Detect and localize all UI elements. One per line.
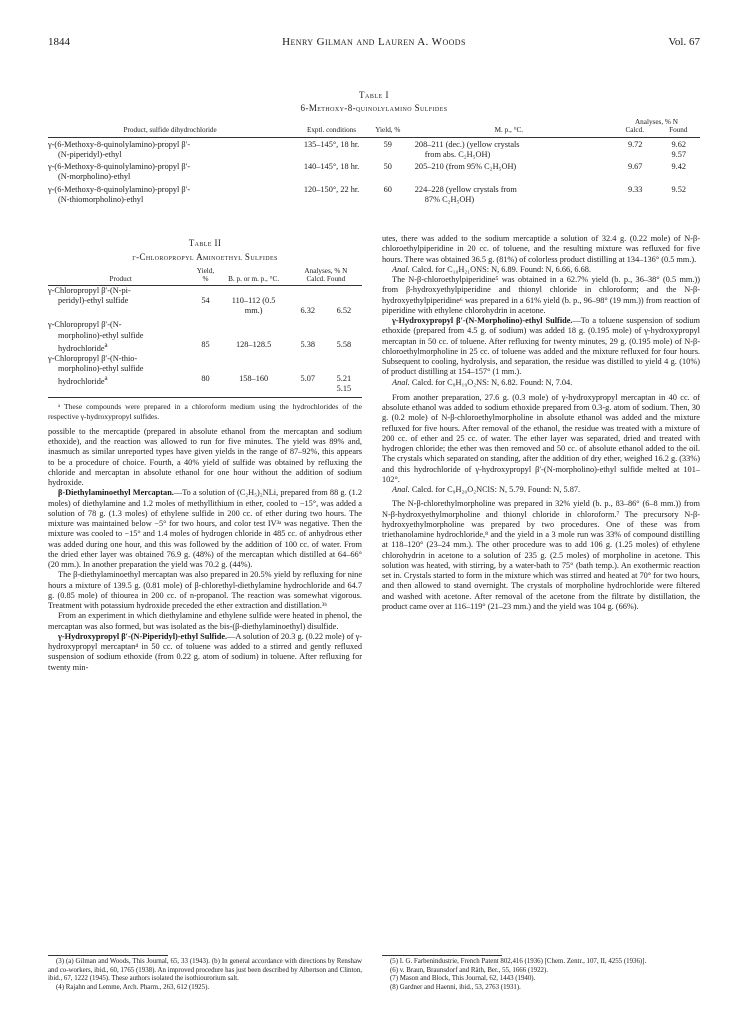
- t2-row-bp: 110–112 (0.5: [231, 295, 276, 305]
- t1-row-mp: 208–211 (dec.) (yellow crystals: [414, 139, 520, 149]
- anal-label: Anal.: [392, 485, 410, 494]
- t2-row-calcd: 6.32: [300, 305, 316, 315]
- t2-row-name-end: hydrochloride: [58, 377, 105, 387]
- section-heading: β-Diethylaminoethyl Mercaptan.: [58, 488, 174, 498]
- paragraph: [382, 316, 700, 378]
- table1-label: Table I: [359, 90, 389, 100]
- t1-row-name: γ-(6-Methoxy-8-quinolylamino)-propyl β′-: [48, 162, 191, 172]
- t2-row-name-cont: [48, 341, 193, 354]
- analysis-line: Anal. Calcd. for C₉H₂₀O₂NClS: N, 5.79. Found: N, 5.87.: [392, 485, 581, 494]
- section-heading: γ-Hydroxypropyl β′-(N-Piperidyl)-ethyl Sulfide.: [58, 631, 228, 641]
- t1-row-mp: 205–210 (from 95% C₂H₅OH): [414, 162, 517, 172]
- t2-row-bp: 158–160: [239, 373, 269, 383]
- t2-header-yield: Yield, %: [193, 266, 217, 286]
- t2-header-bp: B. p. or m. p., °C.: [218, 266, 290, 286]
- footnote: (7) Mason and Block, This Journal, 62, 1443 (1940).: [390, 975, 536, 983]
- t2-row-name: γ-Chloropropyl β′-(N-pi-: [48, 285, 131, 295]
- t1-header-conditions: Exptl. conditions: [292, 118, 371, 137]
- t1-row-yield: 60: [383, 184, 392, 194]
- footnotes-left: [48, 958, 362, 992]
- anal-label: Anal.: [392, 264, 410, 274]
- t2-row-found: 5.58: [336, 340, 352, 350]
- footnote: (4) Rajahn and Lemme, Arch. Pharm., 263, 612 (1925).: [56, 983, 210, 991]
- paragraph: The β-diethylaminoethyl mercaptan was also prepared in 20.5% yield by refluxing for nine hours a mixture of 139.5 g. (0.81 mole) of β-chlorethyl-diethylamine hydrochloride and 64.7 g. (0.85 mole) of thiourea in 200 cc. of n-propanol. The reaction was somewhat vigorous. Treatment with potassium hydroxide preceded the ether extraction and distillation.³ᵇ: [48, 570, 362, 611]
- table1: [48, 118, 700, 205]
- t2-row-bp: 128–128.5: [235, 340, 272, 350]
- anal-label: Anal.: [392, 377, 410, 387]
- right-column: [382, 234, 700, 612]
- table-row: [48, 160, 700, 182]
- t2-header-analyses: [290, 266, 362, 286]
- t2-row-name-end: hydrochloride: [58, 343, 105, 353]
- paragraph: The N-β-chlorethylmorpholine was prepared in 32% yield (b. p., 83–86° (6–8 mm.)) from N-β-hydroxyethylmorpholine and thionyl chloride in chloroform.⁷ The precursory N-β-hydroxyethylmorpholine was prepared by two procedures. One of these was from triethanolamine hydrochloride,⁸ and the yield in a 3 mole run was 33% of compound distilling at 118–120° (23–24 mm.). The other procedure was to add 106 g. (1.25 moles) of ethylene chlorohydrin in acetone to a solution of 235 g. (2.5 moles) of morpholine in acetone. This solution was heated, with stirring, by a water-bath to 75° (bath temp.). An exothermic reaction set in. Crystals started to form in the mixture which was stirred and heated at 70° for two hours, and then allowed to stand overnight. The crystals of morpholine hydrochloride were filtered and washed with acetone. After removal of the acetone from the filtrate by distillation, the product came over at 116–119° (21–23 mm.) and the yield was 104 g. (66%).: [382, 499, 700, 611]
- volume-label: Vol. 67: [668, 36, 700, 48]
- t1-row-mp: 224–228 (yellow crystals from: [414, 184, 517, 194]
- table2-rule: [48, 397, 362, 398]
- t1-row-found: 9.42: [671, 162, 687, 172]
- t2-row-name-cont: [48, 374, 193, 387]
- paragraph-text: —To a solution of (C₂H₅)₂NLi, prepared from 88 g. (1.2 moles) of diethylamine and 1.2 moles of methyllithium in ether, cooled to −15°, was added a solution of 78 g. (1.3 moles) of ethylene sulfide in 200 cc. of ether during two hours. The mixture was maintained below −5° for two hours, and color test IV³ᵃ was negative. Then the mixture was cooled to −15° and 1.4 moles of hydrogen chloride in 485 cc. of anhydrous ether was added during one hour, and this was followed by the addition of 100 cc. of water. From the dried ether layer was obtained 76.9 g. (48%) of the mercaptan which distilled at 64–66° (20 mm.). In another preparation the yield was 70.2 g. (44%).: [48, 488, 362, 570]
- t2-row-name: γ-Chloropropyl β′-(N-: [48, 320, 122, 330]
- t1-row-name-cont: (N-morpholino)-ethyl: [58, 172, 131, 182]
- t1-row-name-cont: (N-piperidyl)-ethyl: [58, 150, 122, 160]
- t1-header-analyses-label: Analyses, % N: [634, 118, 678, 126]
- footnotes-right: [382, 958, 700, 992]
- t2-row-found: 5.21: [336, 373, 352, 383]
- t2-row-found: 6.52: [336, 305, 352, 315]
- t1-header-product: Product, sulfide dihydrochloride: [48, 118, 292, 137]
- t1-row-mp-cont: from abs. C₂H₅OH): [424, 150, 491, 160]
- table1-title: 6-Methoxy-8-quinolylamino Sulfides: [300, 103, 448, 113]
- paragraph: From another preparation, 27.6 g. (0.3 mole) of γ-hydroxypropyl mercaptan in 40 cc. of absolute ethanol was added to sodium ethoxide prepared from 0.3-g. atom of sodium. Then, 30 g. (0.2 mole) of N-β-chloroethylmorpholine in absolute ethanol was added and the mixture refluxed for five hours. After removal of the ethanol, the residue was treated with a mixture of 200 cc. of ether and 25 cc. of water. The ether layer was separated, dried and treated with hydrogen chloride; the ether was then removed and 50 cc. of absolute ethanol added to the oil. The crystals which separated on standing, after the addition of dry ether, weighed 16.2 g. (33%) and this hydrochloride of γ-hydroxypropyl β′-(N-morpholino)-ethyl sulfide melted at 101–102°.: [382, 392, 700, 484]
- t1-row-found: 9.62: [671, 139, 687, 149]
- table-row: [48, 183, 700, 205]
- t1-row-conditions: 120–150°, 22 hr.: [303, 184, 360, 194]
- table2-footnote: ᵃ These compounds were prepared in a chloroform medium using the hydrochlorides of the respective γ-hydroxypropyl sulfides.: [48, 402, 362, 421]
- t1-header-mp: M. p., °C.: [405, 118, 613, 137]
- t1-header-yield: Yield, %: [371, 118, 405, 137]
- t1-row-calcd: 9.72: [627, 139, 643, 149]
- t1-row-calcd: 9.67: [627, 162, 643, 172]
- paragraph: From an experiment in which diethylamine and ethylene sulfide were heated in phenol, the mercaptan was also formed, but was isolated as the bis-(β-diethylaminoethyl) disulfide.: [48, 611, 362, 631]
- t1-row-yield: 59: [383, 139, 392, 149]
- table-row: [48, 316, 362, 354]
- t1-row-conditions: 140–145°, 18 hr.: [303, 162, 360, 172]
- t2-row-footnote-mark: a: [104, 341, 108, 349]
- section-heading: γ-Hydroxypropyl β′-(N-Morpholino)-ethyl Sulfide.: [392, 316, 573, 325]
- paragraph-text: —To a toluene suspension of sodium ethoxide (prepared from 4.5 g. of sodium) was added 18 g. (0.195 mole) of γ-hydroxypropyl mercaptan in 50 cc. of toluene. After refluxing for twenty minutes, 29 g. (0.195 mole) of N-β-chloroethylmorpholine in 25 cc. of toluene was added and the mixture refluxed for four hours. Subsequent to cooling, hydrolysis, and separation, the residue was distilled to yield 4 g. (10%) of product distilling at 154–157° (1 mm.).: [382, 316, 700, 377]
- t1-header-calcd: Calcd.: [625, 126, 644, 135]
- table-row: [48, 137, 700, 160]
- t1-row-name-cont: (N-thiomorpholino)-ethyl: [58, 194, 144, 204]
- t2-row-name-cont: morpholino)-ethyl sulfide: [58, 364, 144, 374]
- paragraph: utes, there was added to the sodium mercaptide a solution of 32.4 g. (0.22 mole) of N-β-chloroethylpiperidine in 20 cc. of toluene, and the resulting mixture was refluxed for five hours. There was obtained 36.5 g. (81%) of colorless product distilling at 134–136° (0.5 mm.).: [382, 234, 700, 264]
- footnote: (3) (a) Gilman and Woods, This Journal, 65, 33 (1943). (b) In general accordance with directions by Renshaw and co-workers, ibid., 60, 1765 (1938). An improved procedure has just been described by Albertson and Clinton, ibid., 67, 1222 (1945). These authors isolated the isothiourorium salt.: [48, 958, 362, 983]
- t2-row-yield: 85: [201, 340, 210, 350]
- t2-header-product: Product: [48, 266, 193, 286]
- table2-title: γ-Chloropropyl Aminoethyl Sulfides: [132, 252, 278, 263]
- running-title: Henry Gilman and Lauren A. Woods: [282, 36, 466, 48]
- t2-header-calcd-found: Calcd. Found: [306, 274, 346, 283]
- t2-row-name-cont: morpholino)-ethyl sulfide: [58, 330, 144, 340]
- t1-row-conditions: 135–145°, 18 hr.: [303, 139, 360, 149]
- t1-row-name: γ-(6-Methoxy-8-quinolylamino)-propyl β′-: [48, 139, 191, 149]
- t1-header-found: Found: [669, 126, 688, 135]
- t1-row-found: 9.52: [671, 184, 687, 194]
- table-row: [48, 354, 362, 395]
- paragraph: [48, 488, 362, 570]
- paragraph: [48, 632, 362, 673]
- t2-row-calcd: 5.07: [300, 373, 316, 383]
- table-row: [48, 285, 362, 316]
- t2-header-analyses-label: Analyses, % N: [304, 266, 348, 275]
- t2-row-found-2: 5.15: [336, 384, 352, 394]
- analysis-line: Anal. Calcd. for C₉H₁₉O₂NS: N, 6.82. Found: N, 7.04.: [392, 377, 573, 387]
- table2-label: Table II: [188, 238, 222, 248]
- t2-row-name-cont: peridyl)-ethyl sulfide: [58, 296, 129, 306]
- page-number: 1844: [48, 36, 70, 48]
- t2-row-bp-cont: mm.): [244, 306, 263, 316]
- t1-row-mp-cont: 87% C₂H₅OH): [424, 194, 475, 204]
- table2: [48, 266, 362, 395]
- footnote: (5) I. G. Farbenindustrie, French Patent 802,416 (1936) [Chem. Zentr., 107, II, 4255 (1936)].: [390, 958, 647, 965]
- paragraph-text: —A solution of 20.3 g. (0.22 mole) of γ-hydroxypropyl mercaptan⁴ in 50 cc. of toluene was added to a stirred and gently refluxed suspension of sodium ethoxide (from 0.22 g. atom of sodium) in toluene. After refluxing for twenty min-: [48, 631, 363, 672]
- t2-row-yield: 54: [201, 295, 210, 305]
- paragraph: possible to the mercaptide (prepared in absolute ethanol from the mercaptan and sodium ethoxide), and the reaction was allowed to run for five minutes. The yield was 89% and, inasmuch as similar unreported types have given yields in the range of 87–92%, this appears to be a procedure of choice. Fourth, a 40% yield of sulfide was obtained by refluxing the chloride and mercaptan in absolute ethanol for one hour without the addition of sodium hydroxide.: [48, 426, 362, 488]
- footnote-rule-right: [382, 955, 502, 956]
- t2-row-name: γ-Chloropropyl β′-(N-thio-: [48, 353, 138, 363]
- t2-row-footnote-mark: a: [104, 375, 108, 383]
- footnote: (6) v. Braun, Braunsdorf and Räth, Ber., 55, 1666 (1922).: [390, 966, 549, 974]
- t1-row-name: γ-(6-Methoxy-8-quinolylamino)-propyl β′-: [48, 184, 191, 194]
- footnote: (8) Gardner and Haenni, ibid., 53, 2763 (1931).: [390, 983, 521, 991]
- t1-row-calcd: 9.33: [627, 184, 643, 194]
- t1-row-found-2: 9.57: [671, 150, 687, 160]
- paragraph: The N-β-chloroethylpiperidine⁵ was obtained in a 62.7% yield (b. p., 36–38° (0.5 mm.)) from β-hydroxyethylpiperidine and thionyl chloride in chloroform; and the N-β-hydroxyethylpiperidine⁶ was prepared in a 61% yield (b. p., 96–98° (19 mm.)) from reaction of piperidine with ethylene chlorohydrin in acetone.: [382, 275, 700, 315]
- page-header: [48, 36, 700, 50]
- t2-row-calcd: 5.38: [300, 340, 316, 350]
- t1-row-yield: 50: [383, 162, 392, 172]
- left-column: [48, 234, 362, 673]
- footnote-rule-left: [48, 955, 168, 956]
- t1-header-analyses: [613, 118, 700, 137]
- t2-row-yield: 80: [201, 373, 210, 383]
- analysis-line: Anal. Calcd. for C₁₀H₂₁ONS: N, 6.89. Found: N, 6.66, 6.68.: [392, 264, 591, 274]
